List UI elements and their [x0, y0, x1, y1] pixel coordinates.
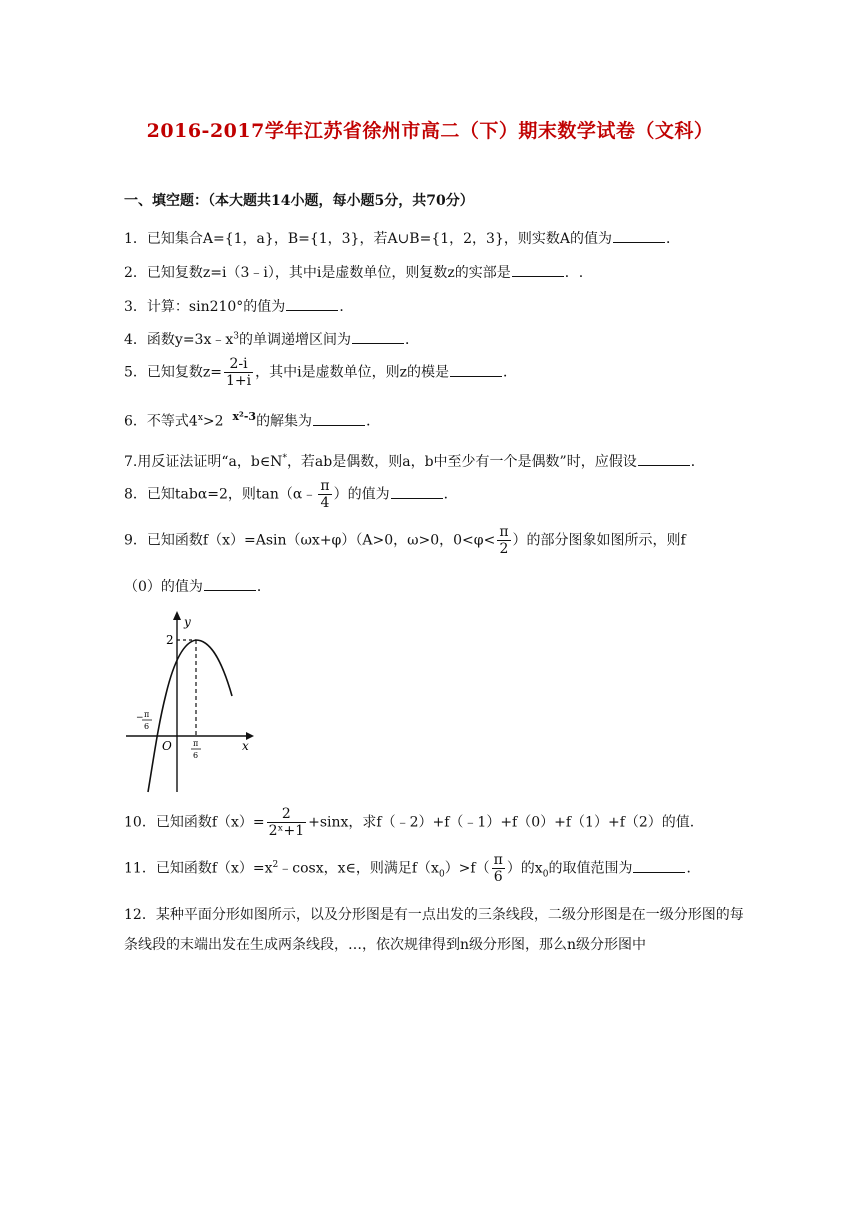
fraction: $\frac{\pi}{2}$	[499, 524, 509, 557]
fraction: $\frac{\pi}{4}$	[320, 478, 330, 511]
answer-blank	[391, 486, 443, 499]
question-2: 2．已知复数z=i（3﹣i），其中i是虚数单位，则复数z的实部是 ．.	[124, 265, 584, 281]
answer-blank	[352, 331, 404, 344]
question-1: 1．已知集合A={1，a}，B={1，3}，若A∪B={1，2，3}，则实数A的值为 ．	[124, 231, 680, 247]
question-11: 11．已知函数$f(x)=x^2﹣\cos x$，x∈，则满足$f(x_0)>f$（ $\frac{\pi}{6}$ ）的$x_0$的取值范围为 ．	[124, 852, 701, 885]
sine-graph-figure	[122, 606, 262, 794]
answer-blank	[633, 860, 685, 873]
question-10: 10．已知函数f（x）= $\frac{2}{\text{2ˣ+1}}$ +sinx，求f（﹣2）+f（﹣1）+f（0）+f（1）+f（2）的值.	[124, 806, 695, 839]
fraction: $\frac{2-i}{1+i}$	[226, 356, 252, 389]
question-6: 6．不等式$4^x>2$ $^{x^2-3}$的解集为 ．	[124, 410, 381, 430]
answer-blank	[638, 453, 690, 466]
question-7: 7.用反证法证明“a，b∈N*，若ab是偶数，则a，b中至少有一个是偶数”时，应假设 ．	[124, 453, 705, 470]
fraction: $\frac{2}{\text{2ˣ+1}}$	[268, 806, 305, 839]
x-tick-neg-sign: −	[136, 713, 144, 723]
y-axis-arrow-icon	[173, 611, 181, 620]
fraction: $\frac{\pi}{6}$	[493, 852, 503, 885]
page-title: 2016-2017学年江苏省徐州市高二（下）期末数学试卷（文科）	[146, 120, 714, 142]
x-tick-pos-den: 6	[193, 751, 199, 760]
x-axis-label: x	[242, 739, 249, 753]
question-8: 8．已知tabα=2，则tan（α﹣ $\frac{\pi}{4}$ ）的值为 ．	[124, 478, 458, 511]
question-9-cont: （0）的值为 ．	[124, 579, 271, 595]
answer-blank	[613, 230, 665, 243]
section-heading: 一、填空题：（本大题共14小题，每小题5分，共70分）	[124, 193, 474, 209]
question-12: 12．某种平面分形如图所示，以及分形图是有一点出发的三条线段，二级分形图是在一级分形图的每条线段的末端出发在生成两条线段，…，依次规律得到n级分形图，那么n级分形图中	[124, 907, 744, 953]
question-9: 9．已知函数f（x）=Asin（ωx+φ）（A>0，ω>0，0<φ< $\frac{\pi}{2}$ ）的部分图象如图所示，则f	[124, 524, 686, 557]
question-4: 4．函数$y=3x﹣x^3$的单调递增区间为 ．	[124, 331, 419, 348]
answer-blank	[512, 264, 564, 277]
sine-curve	[148, 640, 232, 792]
question-3: 3．计算：sin210°的值为 ．	[124, 299, 354, 315]
y-tick-2: 2	[166, 633, 174, 647]
answer-blank	[286, 298, 338, 311]
origin-label: O	[162, 739, 172, 753]
answer-blank	[313, 413, 365, 426]
x-tick-neg-num: π	[144, 710, 150, 719]
answer-blank	[450, 364, 502, 377]
answer-blank	[204, 578, 256, 591]
question-5: 5．已知复数z= $\frac{2-i}{1+i}$ ，其中i是虚数单位，则z的模是 ．	[124, 356, 517, 389]
y-axis-label: y	[184, 615, 191, 629]
x-tick-neg-den: 6	[144, 722, 150, 731]
x-tick-pos-num: π	[193, 739, 199, 748]
